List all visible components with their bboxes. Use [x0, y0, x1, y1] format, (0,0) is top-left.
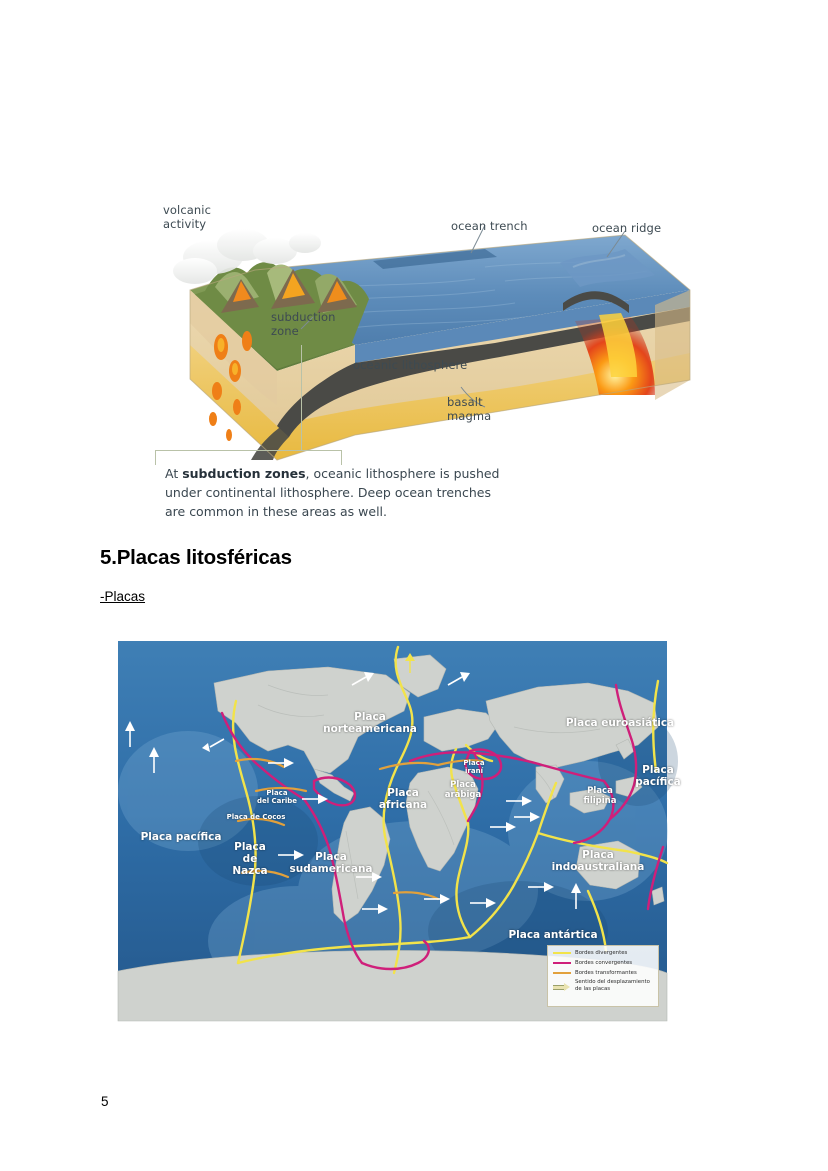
plate-label-sudamericana: Placa sudamericana	[289, 851, 373, 876]
plate-label-irani: Placa iraní	[463, 759, 485, 776]
legend-label-divergentes: Bordes divergentes	[575, 950, 628, 956]
plate-label-norteamericana: Placa norteamericana	[323, 711, 417, 736]
caption-connector	[301, 345, 302, 451]
legend-item-desplazamiento	[553, 979, 653, 993]
legend-swatch-desplazamiento	[553, 983, 571, 990]
plate-label-arabiga: Placa arábiga	[444, 780, 482, 800]
label-subduction-zone: subduction zone	[271, 310, 336, 339]
plate-label-caribe: Placa del Caribe	[256, 789, 298, 806]
figure1-caption: At subduction zones, oceanic lithosphere is pushed under continental lithosphere. Deep ocean trenches are common in these areas as well.	[165, 466, 500, 519]
legend-item-divergentes	[553, 950, 653, 957]
legend-label-desplazamiento: Sentido del desplazamiento de las placas	[575, 979, 650, 992]
subduction-block-diagram	[155, 195, 690, 460]
legend-swatch-divergentes	[553, 952, 571, 954]
map-legend	[547, 945, 659, 1007]
plate-label-pacifica-oeste: Placa pacífica	[140, 831, 222, 843]
section-heading: 5.Placas litosféricas	[100, 546, 292, 569]
legend-swatch-transformantes	[553, 972, 571, 974]
plate-label-antartica: Placa antártica	[508, 929, 598, 941]
plate-label-indoaustraliana: Placa indoaustraliana	[551, 849, 645, 874]
legend-label-convergentes: Bordes convergentes	[575, 959, 633, 966]
label-ocean-trench: ocean trench	[451, 219, 528, 233]
legend-item-convergentes	[553, 960, 653, 967]
plate-label-africana: Placa africana	[378, 787, 428, 812]
page-number: 5	[101, 1094, 109, 1109]
label-ocean-ridge: ocean ridge	[592, 221, 662, 235]
caption-bracket	[155, 450, 342, 465]
plate-label-cocos: Placa de Cocos	[226, 813, 286, 821]
legend-label-transformantes: Bordes transformantes	[575, 969, 637, 976]
legend-item-transformantes	[553, 970, 653, 977]
tectonic-plates-map	[118, 641, 681, 1021]
subduction-zone-figure	[155, 195, 690, 530]
label-basalt-magma: basalt magma	[447, 395, 492, 424]
section-subheading: -Placas	[100, 589, 146, 604]
plate-label-pacifica-este: Placa pacífica	[635, 764, 681, 789]
plate-label-filipina: Placa filipina	[583, 786, 617, 806]
legend-swatch-convergentes	[553, 962, 571, 964]
plate-label-nazca: Placa de Nazca	[232, 841, 268, 878]
label-oceanic-lithosphere: oceanic lithosphere	[353, 358, 468, 372]
label-volcanic-activity: volcanic activity	[163, 203, 212, 232]
plate-label-euroasiatica: Placa euroasiática	[565, 717, 675, 729]
